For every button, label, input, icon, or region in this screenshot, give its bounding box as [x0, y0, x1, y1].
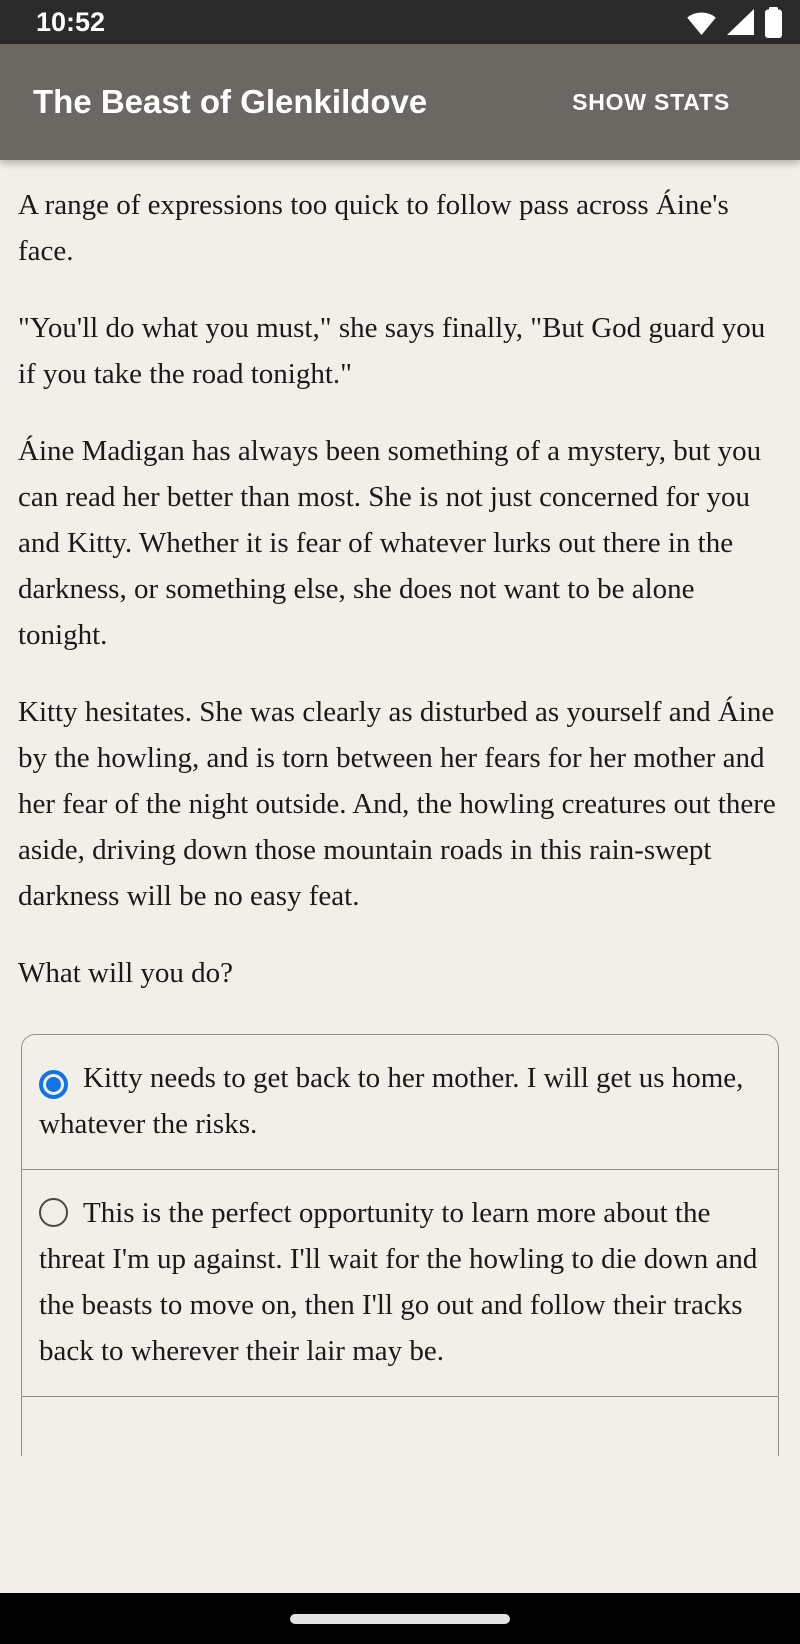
app-bar	[0, 44, 800, 160]
story-paragraph: Áine Madigan has always been something of a mystery, but you can read her better than most. She is not just concerned for you and Kitty. Whether it is fear of whatever lurks out there in the darkness, or something else, she does not want to be alone tonight.	[18, 435, 762, 651]
story-paragraph: A range of expressions too quick to follow pass across Áine's face.	[18, 189, 729, 267]
story-paragraph: What will you do?	[18, 957, 234, 989]
choice-label: This is the perfect opportunity to learn more about the threat I'm up against. I'll wait for the howling to die down and the beasts to move on, then I'll go out and follow their tracks back to wherever their lair may be.	[39, 1197, 758, 1367]
choice-options	[22, 1035, 778, 1396]
page-title: The Beast of Glenkildove	[33, 83, 428, 120]
status-bar	[0, 0, 800, 44]
battery-icon	[763, 7, 784, 38]
status-icons	[686, 7, 784, 38]
choice-option[interactable]	[22, 1035, 778, 1169]
overflow-menu-icon[interactable]	[756, 96, 776, 108]
story-content	[0, 160, 800, 1456]
choice-label: Kitty needs to get back to her mother. I will get us home, whatever the risks.	[39, 1062, 744, 1140]
navigation-bar	[0, 1593, 800, 1644]
wifi-icon	[686, 9, 717, 35]
choice-list	[21, 1034, 779, 1456]
cellular-signal-icon	[726, 9, 754, 35]
clock: 10:52	[36, 6, 106, 37]
choice-option-partial[interactable]	[22, 1396, 778, 1456]
home-indicator[interactable]	[290, 1614, 510, 1624]
story-paragraph: Kitty hesitates. She was clearly as disturbed as yourself and Áine by the howling, and is torn between her fears for her mother and her fear of the night outside. And, the howling creatures out there aside, driving down those mountain roads in this rain-swept darkness will be no easy feat.	[18, 696, 776, 912]
story-paragraph: "You'll do what you must," she says finally, "But God guard you if you take the road tonight."	[18, 312, 766, 390]
story-paragraphs	[18, 182, 782, 996]
choice-option[interactable]	[22, 1169, 778, 1396]
radio-button-icon[interactable]	[39, 1070, 68, 1099]
radio-button-icon[interactable]	[39, 1198, 68, 1227]
show-stats-button[interactable]: SHOW STATS	[566, 79, 736, 126]
